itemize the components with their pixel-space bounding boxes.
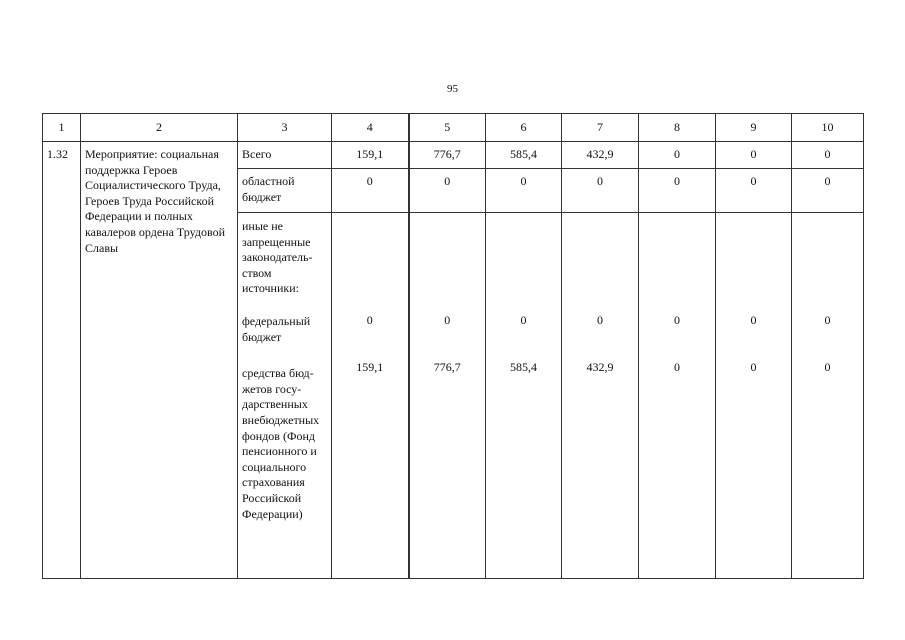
header-row (43, 114, 864, 142)
funds-value-4: 159,1 (356, 360, 384, 374)
header-cell-2: 2 (81, 114, 238, 142)
header-cell-7: 7 (562, 114, 639, 142)
regional-value-5: 0 (409, 169, 486, 213)
other-values-col-6 (486, 213, 562, 579)
other-values-col-4 (332, 213, 409, 579)
funds-value-7: 432,9 (586, 360, 614, 374)
table-row-total (43, 142, 864, 169)
source-label-other: иные не запрещенные законодатель-ством источники: (242, 219, 313, 296)
federal-value-6: 0 (520, 313, 527, 327)
funds-value-8: 0 (674, 360, 680, 374)
header-cell-5: 5 (409, 114, 486, 142)
federal-value-9: 0 (750, 313, 757, 327)
other-values-col-7 (562, 213, 639, 579)
source-label-funds: средства бюд-жетов госу-дарственных внебюджетных фондов (Фонд пенсионного и социального страхования Российской Федерации) (242, 366, 320, 521)
funds-value-10: 0 (824, 360, 831, 374)
total-value-10: 0 (792, 142, 864, 169)
row-description: Мероприятие: социальная поддержка Героев Социалистического Труда, Героев Труда Российской Федерации и полных кавалеров ордена Трудовой Славы (81, 142, 238, 579)
total-value-4: 159,1 (332, 142, 409, 169)
row-code: 1.32 (43, 142, 81, 579)
funds-value-6: 585,4 (510, 360, 537, 374)
budget-table (42, 113, 864, 579)
header-cell-6: 6 (486, 114, 562, 142)
header-cell-10: 10 (792, 114, 864, 142)
federal-value-7: 0 (597, 313, 603, 327)
regional-value-7: 0 (562, 169, 639, 213)
federal-value-8: 0 (674, 313, 680, 327)
total-value-8: 0 (639, 142, 716, 169)
other-values-col-10 (792, 213, 864, 579)
source-label-total: Всего (238, 142, 332, 169)
header-cell-9: 9 (716, 114, 792, 142)
total-value-6: 585,4 (486, 142, 562, 169)
other-values-col-8 (639, 213, 716, 579)
funds-value-5: 776,7 (433, 360, 461, 374)
source-label-regional: областной бюджет (238, 169, 332, 213)
federal-value-5: 0 (444, 313, 451, 327)
total-value-7: 432,9 (562, 142, 639, 169)
federal-value-4: 0 (366, 313, 373, 327)
total-value-5: 776,7 (409, 142, 486, 169)
source-label-federal: федеральный бюджет (242, 313, 311, 344)
header-cell-3: 3 (238, 114, 332, 142)
header-cell-4: 4 (332, 114, 409, 142)
regional-value-8: 0 (639, 169, 716, 213)
regional-value-10: 0 (792, 169, 864, 213)
page-number: 95 (447, 83, 458, 95)
header-cell-8: 8 (639, 114, 716, 142)
regional-value-4: 0 (332, 169, 409, 213)
regional-value-9: 0 (716, 169, 792, 213)
other-values-col-9 (716, 213, 792, 579)
federal-value-10: 0 (824, 313, 831, 327)
funds-value-9: 0 (750, 360, 757, 374)
other-values-col-5 (409, 213, 486, 579)
regional-value-6: 0 (486, 169, 562, 213)
source-label-cell-other (238, 213, 332, 579)
header-cell-1: 1 (43, 114, 81, 142)
total-value-9: 0 (716, 142, 792, 169)
